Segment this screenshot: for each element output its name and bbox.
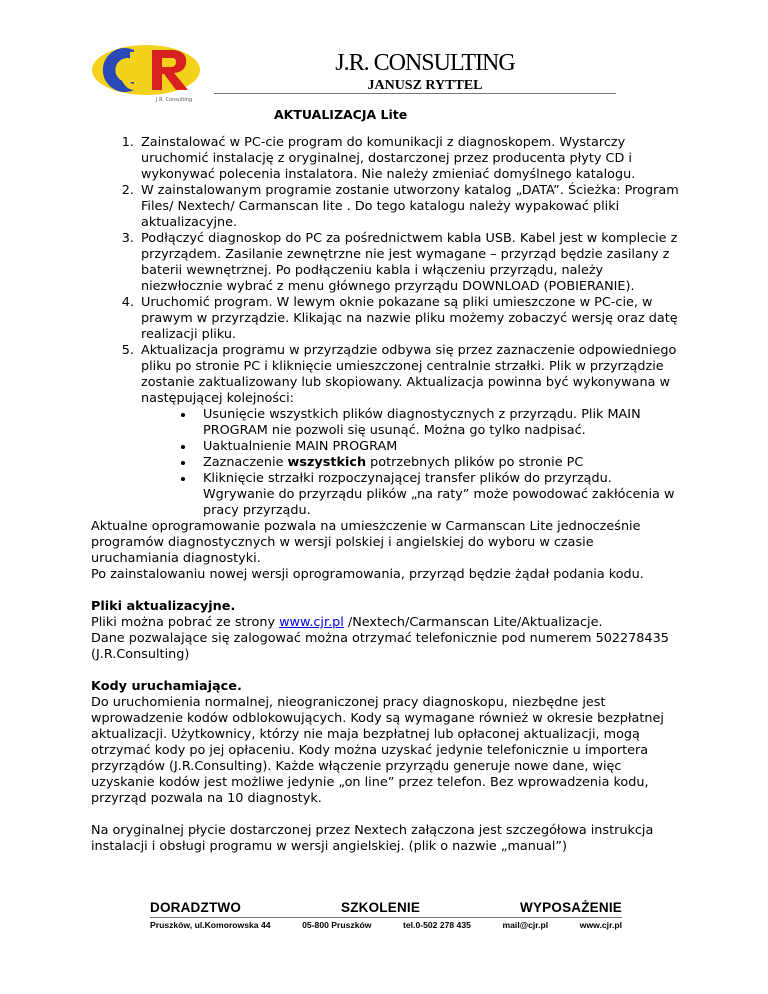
files-login-info: Dane pozwalające się zalogować można otrzymać telefonicznie pod numerem 502278435 (J.R.Consulting)	[91, 631, 669, 662]
codes-text: Do uruchomienia normalnej, nieograniczonej pracy diagnoskopu, niezbędne jest wprowadzenie kodów odblokowujących. Kody są wymagane również w okresie bezpłatnej aktualizacji. Użytkownicy, którzy nie maja bezpłatnej lub opłaconej aktualizacji, mogą otrzymać kody po jej opłaceniu. Kody można uzyskać jedynie telefonicznie u importera przyrządów (J.R.Consulting). Każde włączenie przyrządu generuje nowe dane, więc uzyskanie kodów jest możliwe jedynie „on line” przez telefon. Bez wprowadzenia kodu, przyrząd pozwala na 10 diagnostyk.	[91, 695, 664, 806]
footer-postal: 05-800 Pruszków	[302, 920, 372, 930]
paragraph: Aktualne oprogramowanie pozwala na umieszczenie w Carmanscan Lite jednocześnie programów diagnostycznych w wersji polskiej i angielskiej do wyboru w czasie uruchamiania diagnostyki.	[91, 519, 641, 566]
files-path-text: /Nextech/Carmanscan Lite/Aktualizacje.	[343, 615, 603, 630]
list-item: 1. Zainstalować w PC-cie program do komunikacji z diagnoskopem. Wystarczy uruchomić instalację z oryginalnej, dostarczonej przez producenta płyty CD i wykonywać polecenia instalatora. Nie należy zmieniać domyślnego katalogu.	[138, 135, 683, 183]
website-link[interactable]: www.cjr.pl	[279, 615, 344, 630]
company-name: J.R. CONSULTING	[335, 50, 515, 76]
list-item: 4. Uruchomić program. W lewym oknie pokazane są pliki umieszczone w PC-cie, w prawym w przyrządzie. Klikając na nazwie pliku możemy zobaczyć wersję oraz datę realizacji pliku.	[138, 295, 683, 343]
document-title: AKTUALIZACJA Lite	[274, 107, 408, 122]
codes-heading: Kody uruchamiające.	[91, 679, 242, 694]
list-item	[138, 343, 683, 519]
spacer	[91, 663, 683, 679]
service-consulting: DORADZTWO	[150, 900, 242, 915]
footer-services	[150, 900, 622, 917]
footer-address: Pruszków, ul.Komorowska 44	[150, 920, 271, 930]
emphasis-text: wszystkich	[287, 455, 367, 470]
list-item: 2. W zainstalowanym programie zostanie utworzony katalog „DATA”. Ścieżka: Program Files/ Nextech/ Carmanscan lite . Do tego katalogu należy wypakować pliki aktualizacyjne.	[138, 183, 683, 231]
header-divider	[214, 93, 616, 94]
sub-step-item: • Uaktualnienie MAIN PROGRAM	[195, 439, 683, 455]
step-5-text: Aktualizacja programu w przyrządzie odbywa się przez zaznaczenie odpowiedniego pliku po stronie PC i kliknięcie umieszczonej centralnie strzałki. Plik w przyrządzie zostanie zaktualizowany lub skopiowany. Aktualizacja powinna być wykonywana w następującej kolejności:	[141, 343, 677, 406]
footer-phone: tel.0-502 278 435	[403, 920, 471, 930]
sub-steps-list	[141, 407, 683, 519]
footer-email: mail@cjr.pl	[502, 920, 549, 930]
document-body	[91, 135, 683, 855]
sub-step-text: potrzebnych plików po stronie PC	[366, 455, 584, 470]
owner-name: JANUSZ RYTTEL	[367, 78, 483, 93]
footer-contact	[150, 918, 622, 930]
service-training: SZKOLENIE	[341, 900, 421, 915]
files-heading: Pliki aktualizacyjne.	[91, 599, 236, 614]
paragraph: Po zainstalowaniu nowej wersji oprogramowania, przyrząd będzie żądał podania kodu.	[91, 567, 644, 582]
brand-block	[230, 50, 620, 94]
spacer	[91, 583, 683, 599]
cjr-logo-graphic	[90, 42, 208, 104]
spacer	[91, 807, 683, 823]
service-equipment: WYPOSAŻENIE	[520, 900, 622, 915]
list-item: 3. Podłączyć diagnoskop do PC za pośrednictwem kabla USB. Kabel jest w komplecie z przyrządem. Zasilanie zewnętrzne nie jest wymagane – przyrząd będzie zasilany z baterii wewnętrznej. Po podłączeniu kabla i włączeniu przyrządu, należy niezwłocznie wybrać z menu głównego przyrządu DOWNLOAD (POBIERANIE).	[138, 231, 683, 295]
files-link-line	[91, 615, 683, 631]
sub-step-item: • Usunięcie wszystkich plików diagnostycznych z przyrządu. Plik MAIN PROGRAM nie pozwoli się usunąć. Można go tylko nadpisać.	[195, 407, 683, 439]
sub-step-text: Zaznaczenie	[203, 455, 288, 470]
files-text: Pliki można pobrać ze strony	[91, 615, 280, 630]
steps-list	[91, 135, 683, 519]
final-note: Na oryginalnej płycie dostarczonej przez Nextech załączona jest szczegółowa instrukcja instalacji i obsługi programu w wersji angielskiej. (plik o nazwie „manual”)	[91, 823, 654, 854]
footer-website: www.cjr.pl	[579, 920, 622, 930]
company-logo	[90, 42, 208, 104]
logo-caption: J.R. Consulting	[156, 97, 193, 103]
sub-step-item	[195, 455, 683, 471]
page-footer	[150, 900, 622, 930]
sub-step-item: • Kliknięcie strzałki rozpoczynającej transfer plików do przyrządu. Wgrywanie do przyrządu plików „na raty” może powodować zakłócenia w pracy przyrządu.	[195, 471, 683, 519]
